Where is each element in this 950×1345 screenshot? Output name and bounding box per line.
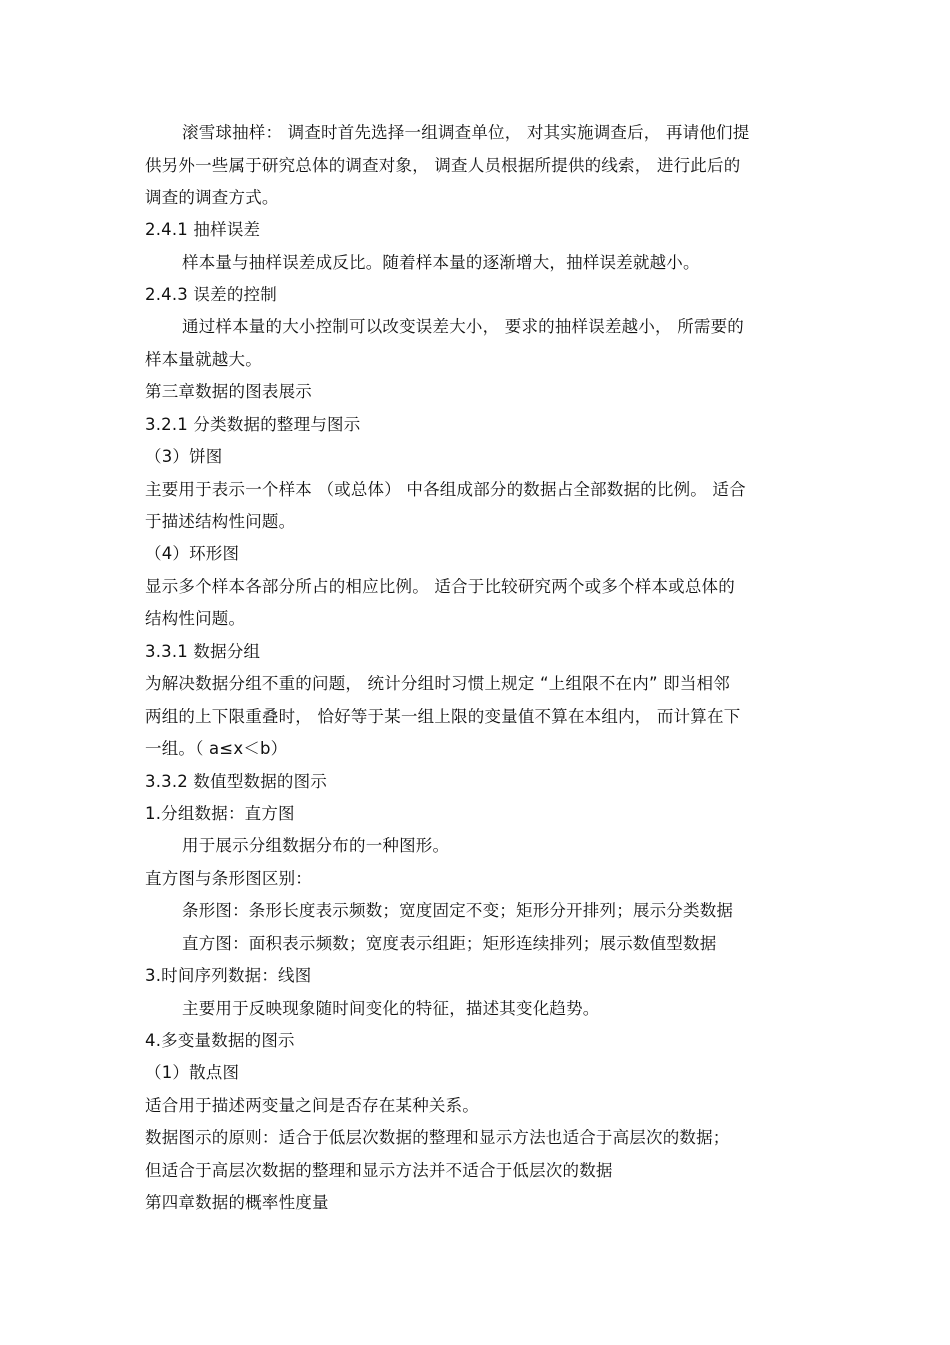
subsection-heading: （1）散点图 [145,1063,240,1082]
subsection-heading: （4）环形图 [145,544,240,563]
paragraph-line: 供另外一些属于研究总体的调查对象， 调查人员根据所提供的线索， 进行此后的 [145,156,741,175]
subsection-heading: 4.多变量数据的图示 [145,1031,295,1050]
paragraph-line: 两组的上下限重叠时， 恰好等于某一组上限的变量值不算在本组内， 而计算在下 [145,707,741,726]
paragraph-line: 主要用于表示一个样本 （或总体） 中各组成部分的数据占全部数据的比例。 适合 [145,480,746,499]
paragraph-line: 用于展示分组数据分布的一种图形。 [182,836,450,855]
paragraph-line: 通过样本量的大小控制可以改变误差大小， 要求的抽样误差越小， 所需要的 [182,317,744,336]
section-heading: 3.2.1 分类数据的整理与图示 [145,415,361,434]
paragraph-line: 结构性问题。 [145,609,246,628]
section-heading: 3.3.1 数据分组 [145,642,261,661]
paragraph-line: 直方图与条形图区别： [145,869,312,888]
paragraph-line: 为解决数据分组不重的问题， 统计分组时习惯上规定 “上组限不在内” 即当相邻 [145,674,730,693]
paragraph-line: 条形图：条形长度表示频数；宽度固定不变；矩形分开排列；展示分类数据 [182,901,734,920]
paragraph-line: 直方图：面积表示频数；宽度表示组距；矩形连续排列；展示数值型数据 [182,934,717,953]
paragraph-line: 样本量就越大。 [145,350,262,369]
paragraph-line: 一组。（ a≤x＜b） [145,739,288,758]
paragraph-line: 适合用于描述两变量之间是否存在某种关系。 [145,1096,479,1115]
paragraph-line: 主要用于反映现象随时间变化的特征，描述其变化趋势。 [182,999,600,1018]
subsection-heading: （3）饼图 [145,447,223,466]
paragraph-line: 数据图示的原则：适合于低层次数据的整理和显示方法也适合于高层次的数据； [145,1128,730,1147]
subsection-heading: 3.时间序列数据：线图 [145,966,312,985]
paragraph-line: 样本量与抽样误差成反比。随着样本量的逐渐增大，抽样误差就越小。 [182,253,700,272]
paragraph-line: 但适合于高层次数据的整理和显示方法并不适合于低层次的数据 [145,1161,613,1180]
paragraph-line: 调查的调查方式。 [145,188,279,207]
section-heading: 3.3.2 数值型数据的图示 [145,772,328,791]
chapter-heading: 第三章数据的图表展示 [145,382,312,401]
chapter-heading: 第四章数据的概率性度量 [145,1193,329,1212]
paragraph-line: 显示多个样本各部分所占的相应比例。 适合于比较研究两个或多个样本或总体的 [145,577,735,596]
paragraph-line: 于描述结构性问题。 [145,512,296,531]
paragraph-line: 滚雪球抽样： 调查时首先选择一组调查单位， 对其实施调查后， 再请他们提 [182,123,750,142]
section-heading: 2.4.1 抽样误差 [145,220,261,239]
subsection-heading: 1.分组数据：直方图 [145,804,295,823]
section-heading: 2.4.3 误差的控制 [145,285,277,304]
